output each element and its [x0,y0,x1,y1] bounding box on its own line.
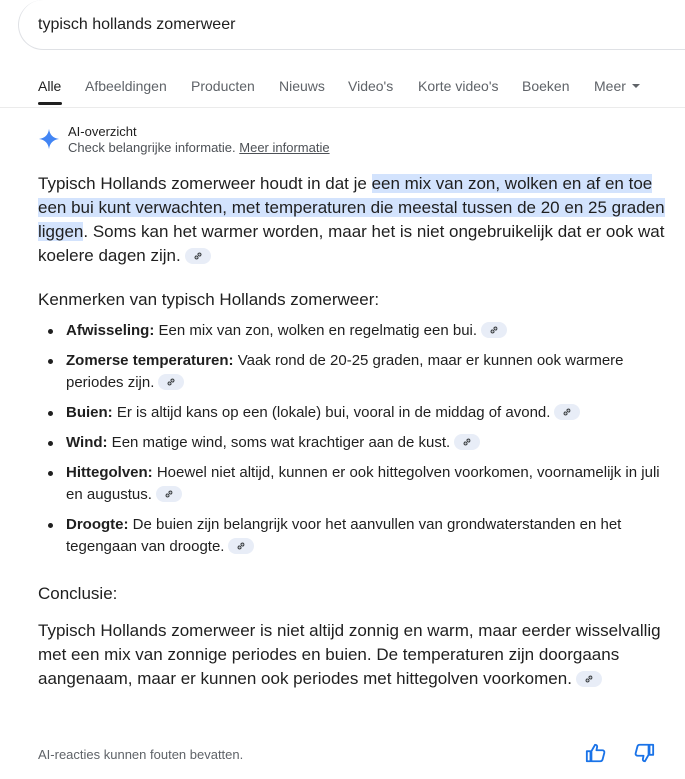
link-icon [166,377,176,387]
list-item [38,402,668,424]
search-input[interactable]: typisch hollands zomerweer [38,16,236,33]
conclusion-paragraph [38,619,668,691]
tab-korte-videos[interactable]: Korte video's [418,78,499,94]
link-icon [462,437,472,447]
ai-disclaimer: AI-reacties kunnen fouten bevatten. [38,747,244,762]
source-link-chip[interactable] [454,434,480,450]
characteristics-list [38,320,668,566]
caret-down-icon [632,84,640,88]
list-item-term: Wind: [66,434,108,451]
tab-meer[interactable] [594,78,640,94]
list-item-text: Hoewel niet altijd, kunnen er ook hittegolven voorkomen, voornamelijk in juli en augustus. [66,464,660,503]
tab-boeken[interactable]: Boeken [522,78,570,94]
conclusion-text: Typisch Hollands zomerweer is niet altijd zonnig en warm, maar eerder wisselvallig met een mix van zonnige periodes en buien. De temperaturen zijn doorgaans aangenaam, maar er kunnen ook periodes met hittegolven voorkomen. [38,621,661,688]
tabs-divider [0,107,685,108]
list-item-text: Een mix van zon, wolken en regelmatig een bui. [154,322,478,339]
intro-highlight: een mix van zon, wolken en af en toe een bui kunt verwachten, met temperaturen die meestal tussen de 20 en 25 graden liggen [38,174,665,241]
list-item-term: Droogte: [66,516,129,533]
source-link-chip[interactable] [158,374,184,390]
tab-meer-label: Meer [594,78,626,94]
link-icon [193,251,203,261]
list-item [38,350,668,394]
source-link-chip[interactable] [228,538,254,554]
more-info-link[interactable]: Meer informatie [239,140,330,155]
sparkle-icon [38,126,60,152]
source-link-chip[interactable] [481,322,507,338]
tab-videos[interactable]: Video's [348,78,394,94]
characteristics-heading: Kenmerken van typisch Hollands zomerweer: [38,290,380,309]
link-icon [584,674,594,684]
search-tabs [0,74,685,108]
intro-text-end: . Soms kan het warmer worden, maar het is niet ongebruikelijk dat er ook wat koelere dagen zijn. [38,222,665,265]
list-item [38,514,668,558]
conclusion-heading: Conclusie: [38,584,118,603]
source-link-chip[interactable] [554,404,580,420]
source-link-chip[interactable] [185,248,211,264]
list-item-text: Vaak rond de 20-25 graden, maar er kunnen ook warmere periodes zijn. [66,352,624,391]
list-item-term: Hittegolven: [66,464,153,481]
thumbs-up-icon[interactable] [585,742,607,764]
list-item-term: Buien: [66,404,113,421]
list-item-text: Een matige wind, soms wat krachtiger aan de kust. [107,434,451,451]
tab-alle[interactable]: Alle [38,78,62,94]
link-icon [236,541,246,551]
source-link-chip[interactable] [156,486,182,502]
list-item-term: Zomerse temperaturen: [66,352,234,369]
tab-producten[interactable]: Producten [191,78,255,94]
list-item [38,432,668,454]
ai-intro-paragraph [38,172,668,268]
link-icon [164,489,174,499]
tab-afbeeldingen[interactable]: Afbeeldingen [85,78,167,94]
link-icon [562,407,572,417]
list-item-term: Afwisseling: [66,322,155,339]
list-item-text: De buien zijn belangrijk voor het aanvullen van grondwaterstanden en het tegengaan van droogte. [66,516,622,555]
tab-nieuws[interactable]: Nieuws [279,78,325,94]
ai-overview-subtitle [68,140,330,155]
thumbs-down-icon[interactable] [633,742,655,764]
source-link-chip[interactable] [576,671,602,687]
active-tab-indicator [38,102,62,105]
ai-subtitle-text: Check belangrijke informatie. [68,140,236,155]
link-icon [489,325,499,335]
ai-overview-title: AI-overzicht [68,124,137,139]
intro-text-start: Typisch Hollands zomerweer houdt in dat je [38,174,372,193]
list-item [38,462,668,506]
list-item [38,320,668,342]
list-item-text: Er is altijd kans op een (lokale) bui, vooral in de middag of avond. [112,404,551,421]
